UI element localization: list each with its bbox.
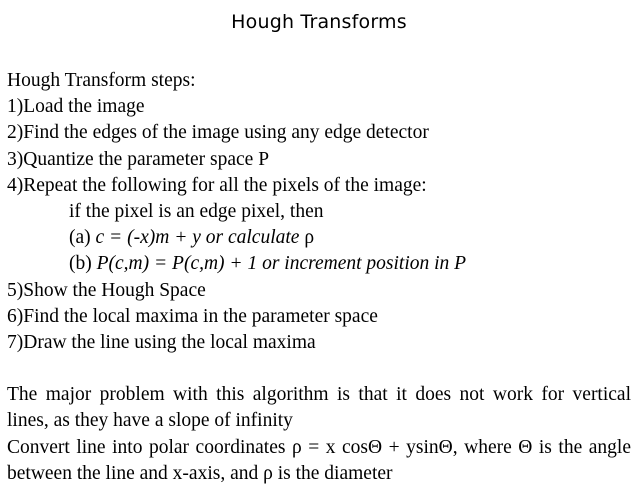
steps-heading: Hough Transform steps: [7,70,196,91]
step-6: 6)Find the local maxima in the parameter space [7,305,378,327]
sub-condition: if the pixel is an edge pixel, then [69,200,324,222]
step-1: 1)Load the image [7,96,145,118]
sub-step-a [7,225,631,251]
step-2: 2)Find the edges of the image using any edge detector [7,122,429,144]
problem-paragraph: The major problem with this algorithm is that it does not work for vertical lines, as they have a slope of infinity [7,384,631,432]
step-7: 7)Draw the line using the local maxima [7,331,316,353]
step-4: 4)Repeat the following for all the pixels of the image: [7,174,427,196]
step-5: 5)Show the Hough Space [7,279,206,301]
sub-step-b-formula: P(c,m) = P(c,m) + 1 or increment position in P [96,253,467,275]
step-3: 3)Quantize the parameter space P [7,148,270,170]
sub-step-a-rho: ρ [304,227,315,249]
sub-step-a-label: (a) [69,227,96,249]
sub-step-a-formula: c = (-x)m + y or calculate [95,227,305,249]
slide-body [7,68,631,487]
sub-step-b [7,251,631,277]
polar-paragraph: Convert line into polar coordinates ρ = x cosΘ + ysinΘ, where Θ is the angle between the line and x-axis, and ρ is the diameter [7,436,631,484]
spacer [7,356,631,382]
slide-title: Hough Transforms [231,11,407,33]
sub-step-b-label: (b) [69,253,97,275]
